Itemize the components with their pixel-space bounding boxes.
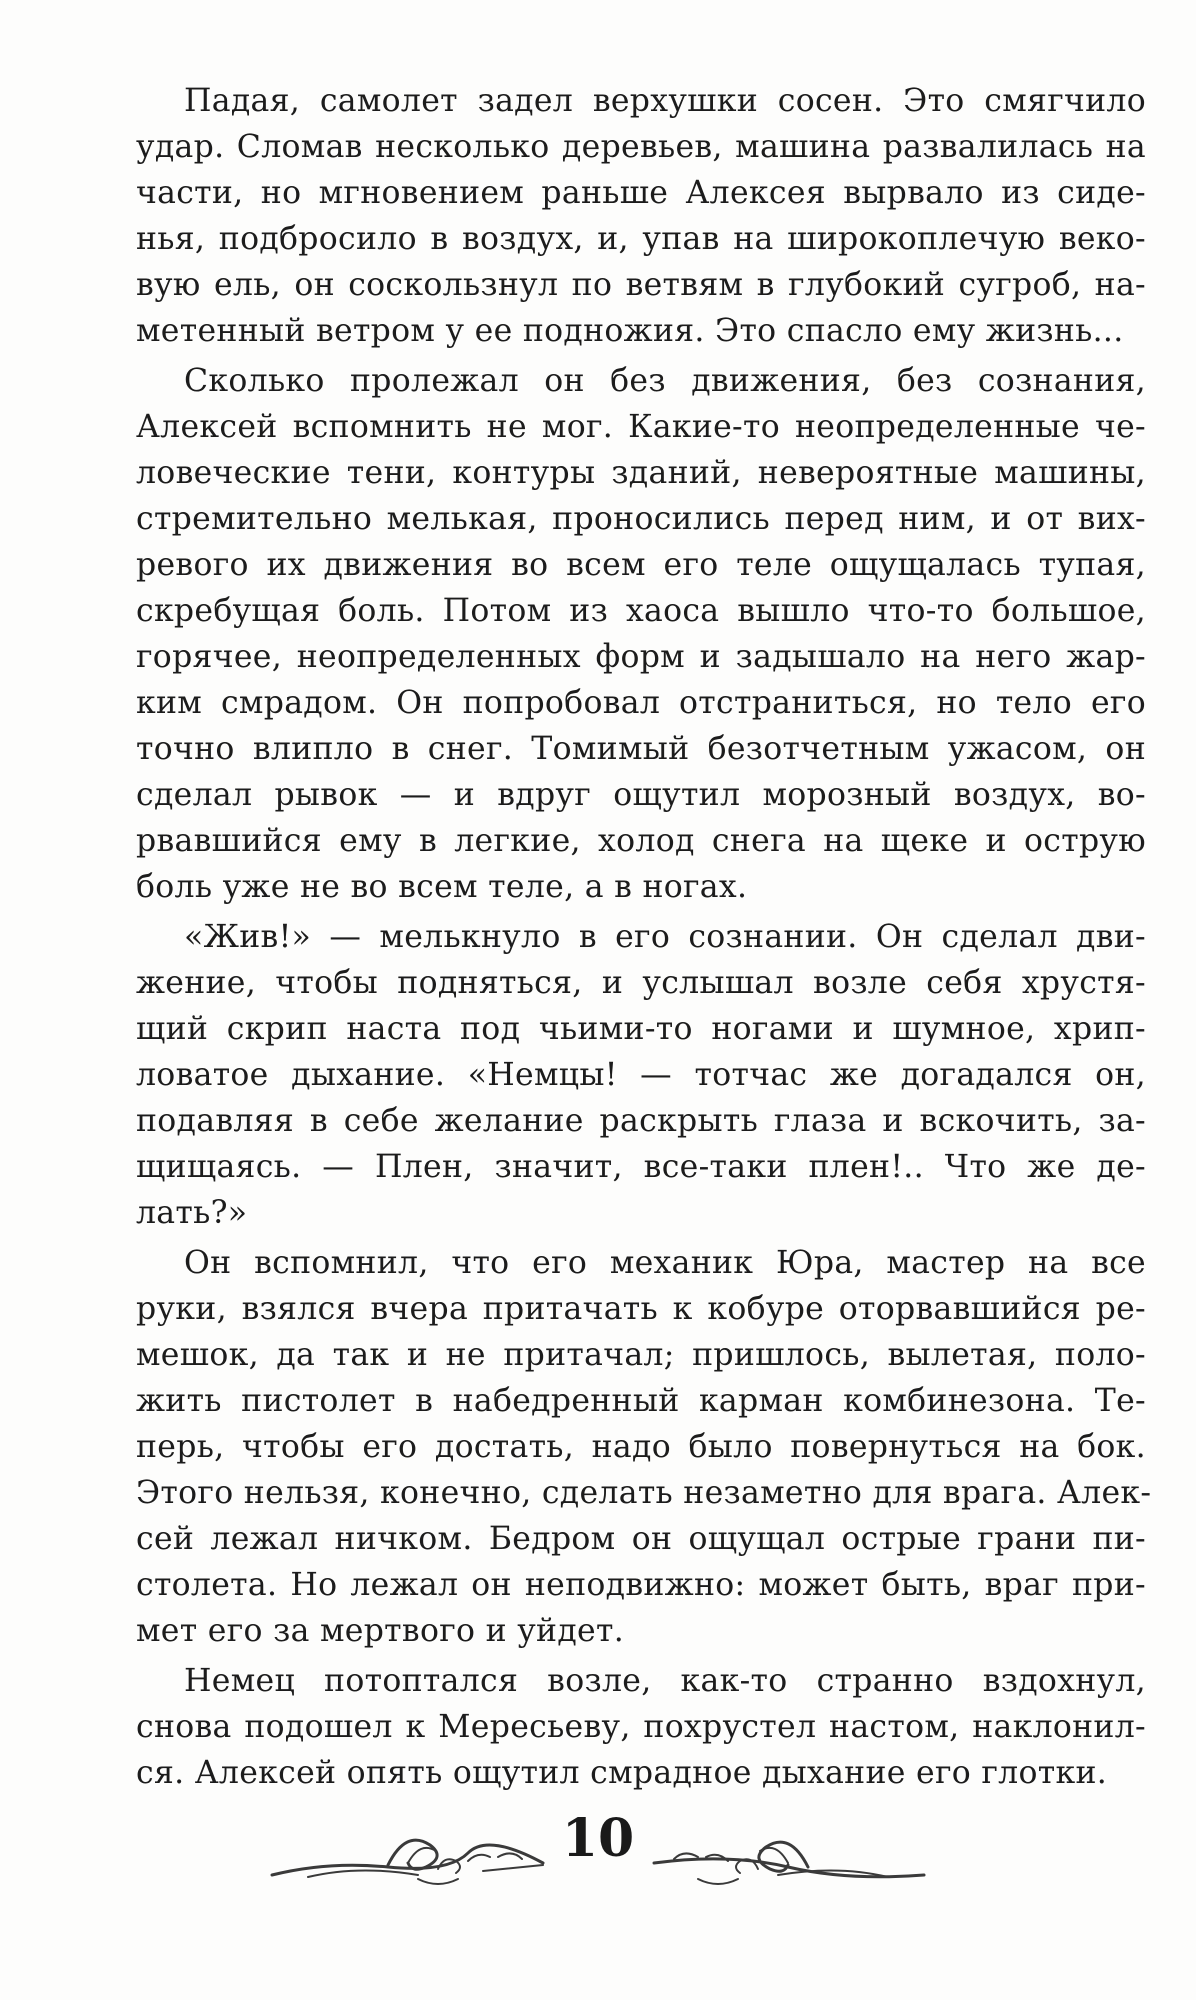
text-line: ким смрадом. Он попробовал отстраниться, но тело его (136, 685, 1146, 721)
text-line: боль уже не во всем теле, а в ногах. (136, 869, 748, 905)
text-line: Падая, самолет задел верхушки сосен. Это смягчило (184, 83, 1146, 119)
text-line: лать?» (136, 1195, 248, 1231)
paragraph (136, 358, 1146, 910)
text-line: Этого нельзя, конечно, сделать незаметно для врага. Алек- (136, 1475, 1152, 1511)
text-line: вую ель, он соскользнул по ветвям в глубокий сугроб, на- (136, 267, 1146, 303)
paragraph (136, 1240, 1152, 1654)
right-flourish-ornament (648, 1805, 928, 1895)
text-line: подавляя в себе желание раскрыть глаза и вскочить, за- (136, 1103, 1146, 1139)
text-line: удар. Сломав несколько деревьев, машина развалилась на (136, 129, 1146, 165)
paragraph (136, 1658, 1146, 1796)
text-line: Сколько пролежал он без движения, без сознания, (184, 363, 1146, 399)
text-line: метенный ветром у ее подножия. Это спасло ему жизнь... (136, 313, 1124, 349)
text-line: «Жив!» — мелькнуло в его сознании. Он сделал дви- (184, 919, 1146, 955)
text-line: Он вспомнил, что его механик Юра, мастер на все (184, 1245, 1146, 1281)
text-line: щий скрип наста под чьими-то ногами и шумное, хрип- (136, 1011, 1146, 1047)
text-line: сделал рывок — и вдруг ощутил морозный воздух, во- (136, 777, 1146, 813)
left-flourish-ornament (268, 1805, 548, 1895)
text-line: мет его за мертвого и уйдет. (136, 1613, 625, 1649)
text-line: Немец потоптался возле, как-то странно вздохнул, (184, 1663, 1146, 1699)
text-line: перь, чтобы его достать, надо было повернуться на бок. (136, 1429, 1146, 1465)
page-number: 10 (561, 1808, 635, 1869)
paragraph (136, 78, 1146, 354)
text-line: снова подошел к Мересьеву, похрустел настом, наклонил- (136, 1709, 1146, 1745)
paragraph (136, 914, 1146, 1236)
text-line: столета. Но лежал он неподвижно: может быть, враг при- (136, 1567, 1146, 1603)
text-line: жение, чтобы подняться, и услышал возле себя хрустя- (136, 965, 1146, 1001)
text-line: скребущая боль. Потом из хаоса вышло что-то большое, (136, 593, 1146, 629)
text-line: сей лежал ничком. Бедром он ощущал острые грани пи- (136, 1521, 1146, 1557)
text-line: горячее, неопределенных форм и задышало на него жар- (136, 639, 1146, 675)
text-line: мешок, да так и не притачал; пришлось, вылетая, поло- (136, 1337, 1146, 1373)
text-line: ся. Алексей опять ощутил смрадное дыхание его глотки. (136, 1755, 1108, 1791)
text-line: нья, подбросило в воздух, и, упав на широкоплечую веко- (136, 221, 1146, 257)
body-text (136, 78, 1152, 1796)
page-footer (268, 1805, 928, 1895)
text-line: ревого их движения во всем его теле ощущалась тупая, (136, 547, 1146, 583)
text-line: ловатое дыхание. «Немцы! — тотчас же догадался он, (136, 1057, 1146, 1093)
text-line: жить пистолет в набедренный карман комбинезона. Те- (136, 1383, 1146, 1419)
text-line: рвавшийся ему в легкие, холод снега на щеке и острую (136, 823, 1146, 859)
text-line: Алексей вспомнить не мог. Какие-то неопределенные че- (136, 409, 1146, 445)
text-line: точно влипло в снег. Томимый безотчетным ужасом, он (136, 731, 1146, 767)
text-line: ловеческие тени, контуры зданий, невероятные машины, (136, 455, 1146, 491)
text-line: части, но мгновением раньше Алексея вырвало из сиде- (136, 175, 1146, 211)
text-line: стремительно мелькая, проносились перед ним, и от вих- (136, 501, 1146, 537)
text-line: руки, взялся вчера притачать к кобуре оторвавшийся ре- (136, 1291, 1146, 1327)
text-line: щищаясь. — Плен, значит, все-таки плен!.. Что же де- (136, 1149, 1146, 1185)
